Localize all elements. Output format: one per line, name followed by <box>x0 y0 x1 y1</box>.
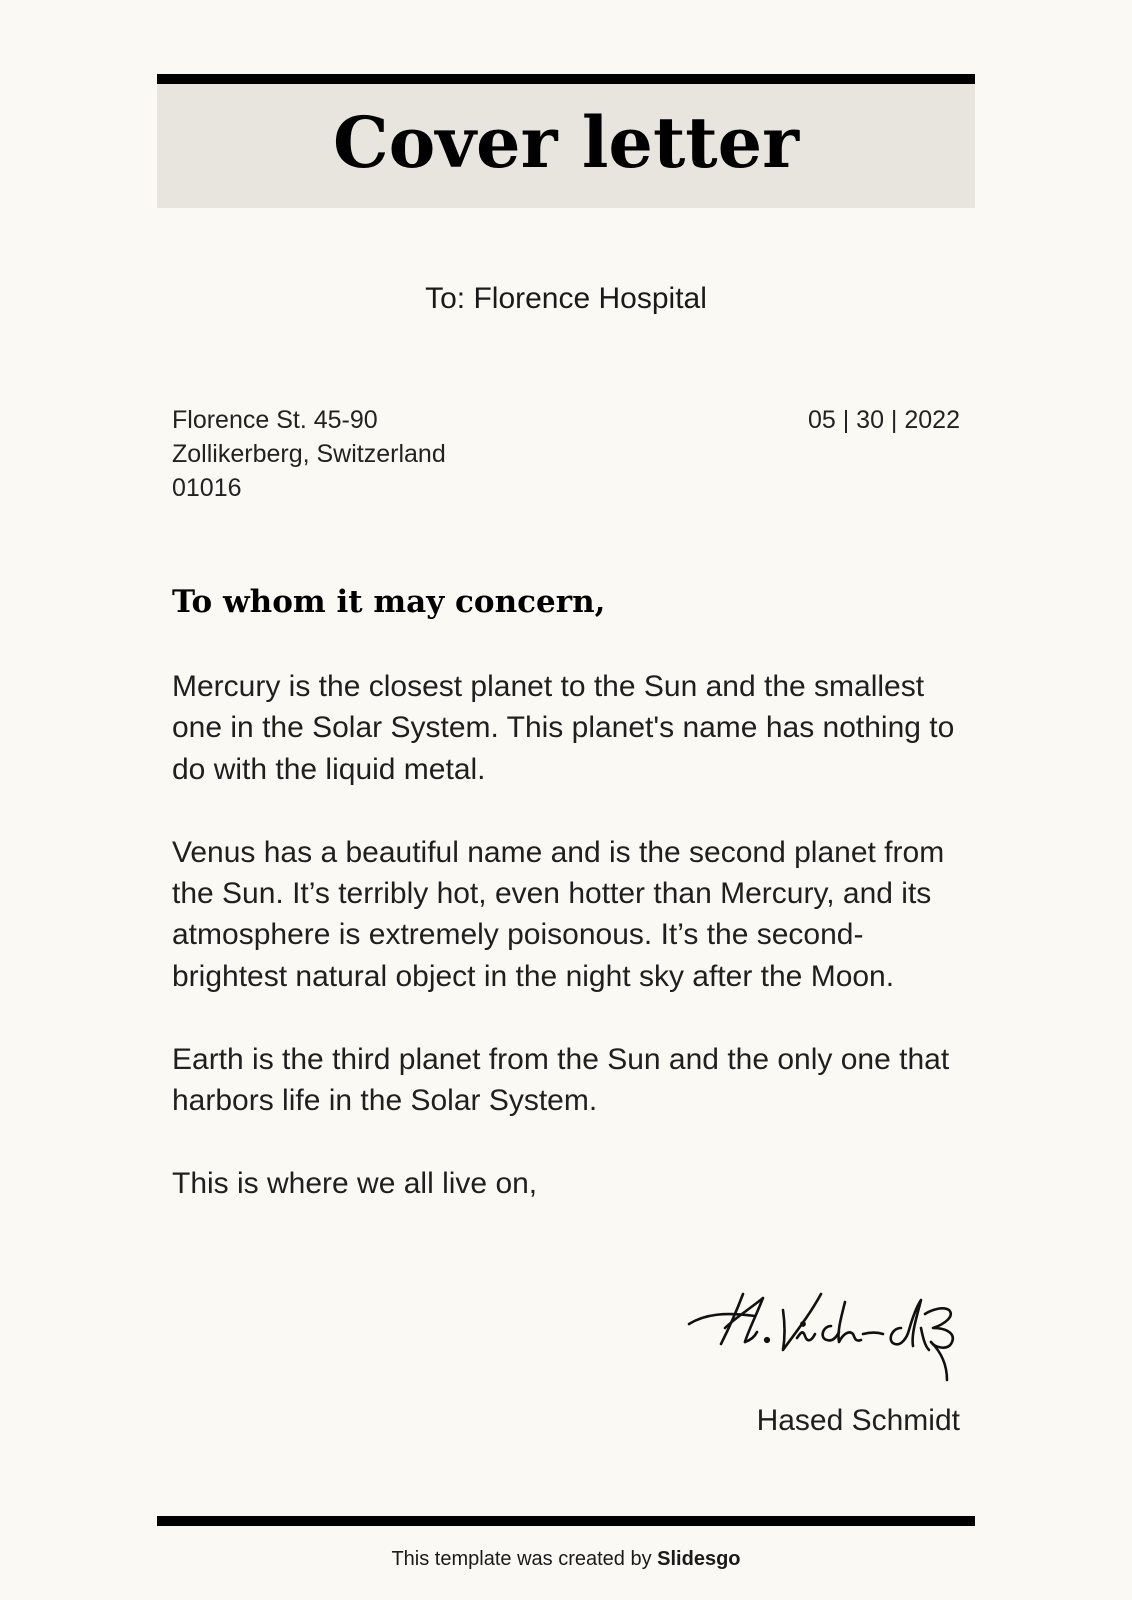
paragraph-mercury: Mercury is the closest planet to the Sun and the smallest one in the Solar System. This planet's name has nothing to do with the liquid metal. <box>172 670 955 786</box>
sender-address <box>172 403 446 505</box>
credit-brand-link[interactable]: Slidesgo <box>657 1548 741 1570</box>
paragraph-venus: Venus has a beautiful name and is the second planet from the Sun. It’s terribly hot, even hotter than Mercury, and its atmosphere is extremely poisonous. It’s the second-brightest natural object in the night sky after the Moon. <box>172 835 945 993</box>
signer-name: Hased Schmidt <box>756 1404 960 1437</box>
bottom-rule <box>157 1516 975 1526</box>
address-line-postcode: 01016 <box>172 474 242 502</box>
paragraph-closing: This is where we all live on, <box>172 1166 538 1200</box>
top-rule <box>157 74 975 84</box>
paragraph-earth: Earth is the third planet from the Sun and the only one that harbors life in the Solar System. <box>172 1042 950 1118</box>
recipient-line: To: Florence Hospital <box>425 282 707 315</box>
template-credit <box>0 1548 1132 1571</box>
page-title: Cover letter <box>332 101 800 184</box>
address-line-street: Florence St. 45-90 <box>172 406 378 434</box>
salutation: To whom it may concern, <box>172 584 606 620</box>
letter-body <box>172 666 962 1246</box>
letter-date: 05 | 30 | 2022 <box>807 406 960 434</box>
address-line-city: Zollikerberg, Switzerland <box>172 440 446 468</box>
title-band <box>157 84 975 208</box>
credit-prefix: This template was created by <box>391 1548 658 1570</box>
signature-icon <box>685 1288 975 1388</box>
